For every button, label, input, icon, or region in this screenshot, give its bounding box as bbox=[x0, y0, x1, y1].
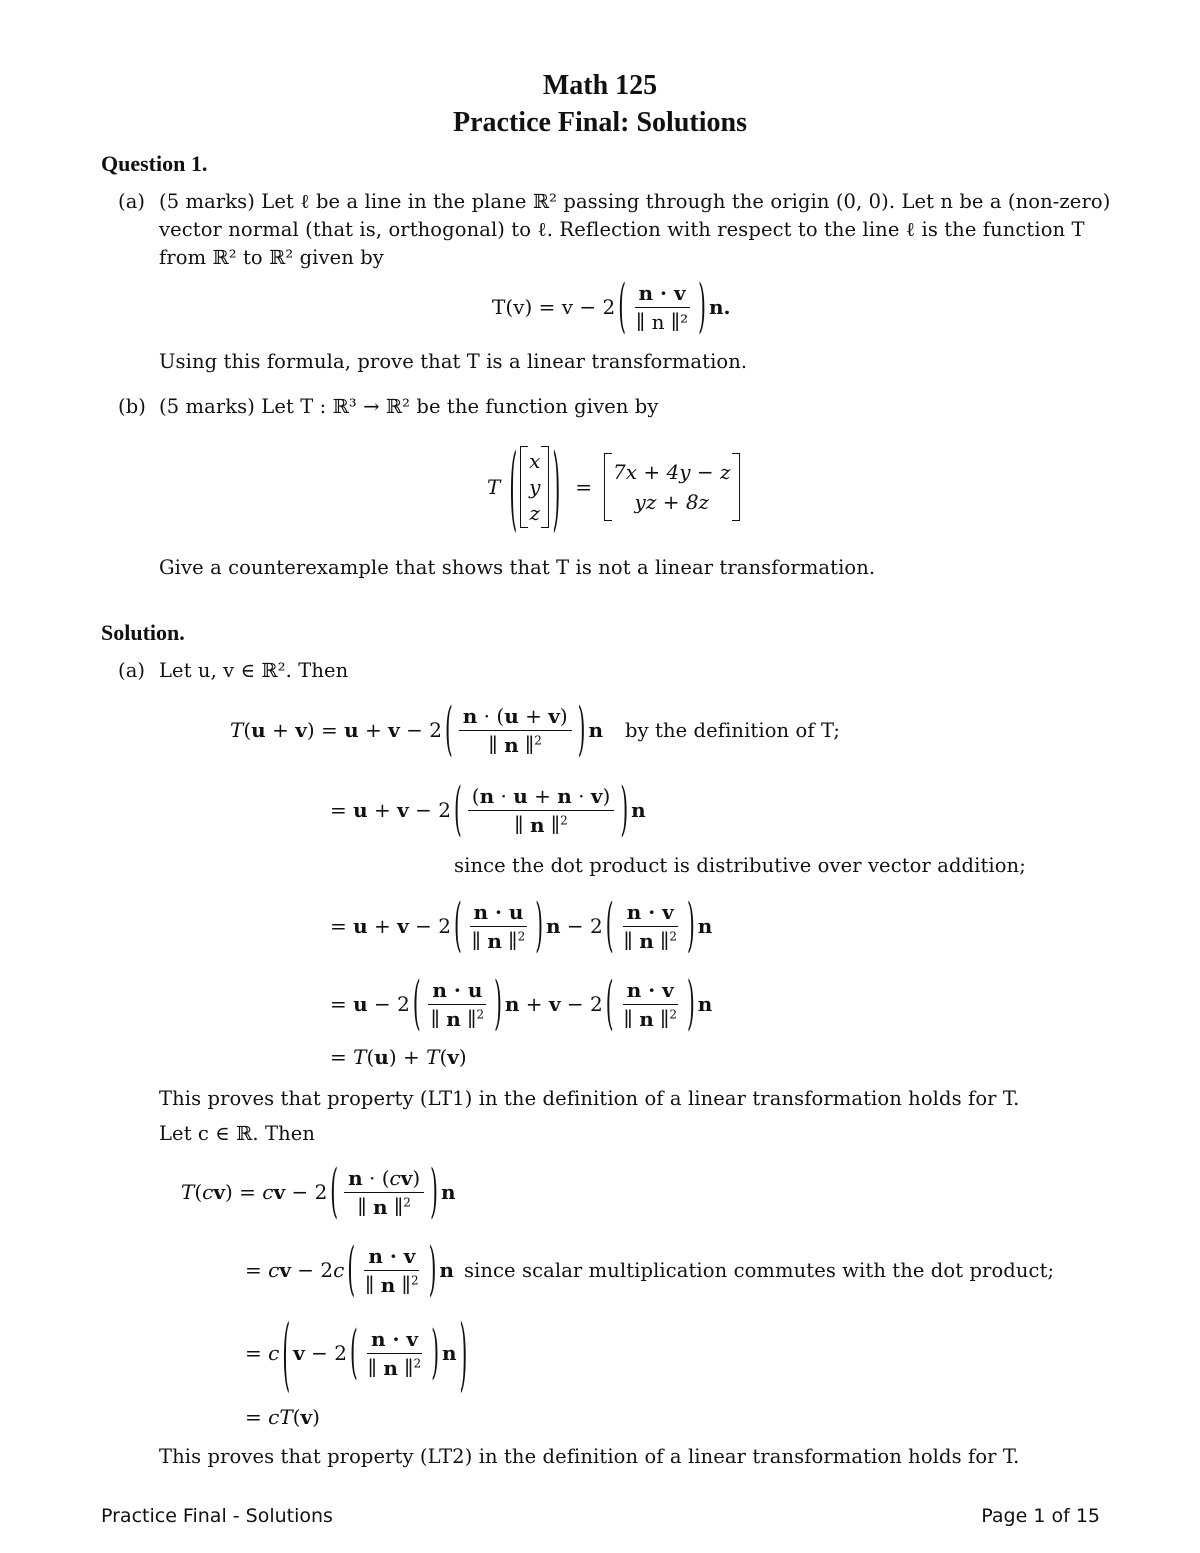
formula-numerator: n · v bbox=[635, 281, 690, 308]
part-b-text-1 bbox=[159, 395, 659, 418]
formula-fraction bbox=[632, 281, 692, 334]
footer-left: Practice Final - Solutions bbox=[101, 1505, 333, 1527]
page-subtitle: Practice Final: Solutions bbox=[453, 107, 747, 138]
question-heading: Question 1. bbox=[101, 151, 208, 176]
solution-a-label: (a) bbox=[118, 659, 146, 682]
left-paren: ( bbox=[618, 270, 627, 340]
formula-end: n. bbox=[708, 295, 731, 319]
lt1-step-4: = u − 2 ( $\frac{n \cdot u}{\parallel n \parallel^2}$ ) n + v − 2 ( $\frac{n \cdot v}{\parallel n \parallel^2}$ ) n bbox=[330, 967, 713, 1037]
lt1-note-1: by the definition of T; bbox=[625, 718, 841, 742]
lt2-step-4: = cT(v) bbox=[245, 1405, 320, 1429]
formula-denominator: ∥ n ∥² bbox=[636, 309, 689, 334]
lt2-step-2: = cv − 2c ( $\frac{n \cdot v}{\parallel n \parallel^2}$ ) n since scalar multiplication commutes with the dot product; bbox=[245, 1233, 1055, 1303]
input-y: y bbox=[529, 475, 541, 499]
part-a-label: (a) bbox=[118, 190, 146, 213]
lt1-conclusion: This proves that property (LT1) in the definition of a linear transformation holds for T. bbox=[159, 1087, 1020, 1110]
page-title: Math 125 bbox=[542, 70, 658, 101]
output-vector bbox=[604, 453, 740, 521]
lt2-note: since scalar multiplication commutes with the dot product; bbox=[463, 1258, 1055, 1282]
big-left-paren: ( bbox=[509, 431, 518, 543]
part-b-T: T bbox=[487, 475, 501, 499]
output-row-2: yz + 8z bbox=[634, 490, 710, 514]
part-b-marks: (5 marks) bbox=[159, 395, 255, 418]
lt2-step-1: T(cv) = cv − 2 ( $\frac{n \cdot (cv)}{\parallel n \parallel^2}$ ) n bbox=[181, 1155, 456, 1225]
equals-sign: = bbox=[575, 475, 593, 499]
lt1-step-3: = u + v − 2 ( $\frac{n \cdot u}{\parallel n \parallel^2}$ ) n − 2 ( $\frac{n \cdot v}{\parallel n \parallel^2}$ ) n bbox=[330, 889, 713, 959]
part-a-line2: vector normal (that is, orthogonal) to ℓ. Reflection with respect to the line ℓ is the function T bbox=[159, 218, 1085, 241]
part-a-text-1 bbox=[159, 190, 1110, 214]
lt1-step-2: = u + v − 2 ( $\frac{(n \cdot u + n \cdot v)}{\parallel n \parallel^2}$ ) n bbox=[330, 773, 646, 843]
lt1-step-1: T(u + v) = u + v − 2 ( $\frac{n \cdot (u + v)}{\parallel n \parallel^2}$ ) n by the definition of T; bbox=[230, 693, 841, 763]
input-z: z bbox=[529, 501, 541, 525]
output-row-1: 7x + 4y − z bbox=[613, 460, 731, 484]
input-x: x bbox=[529, 449, 541, 473]
part-b-formula bbox=[487, 432, 740, 542]
big-right-paren: ) bbox=[552, 431, 561, 543]
lt1-note-2: since the dot product is distributive over vector addition; bbox=[454, 854, 1026, 877]
part-a-line3: from ℝ² to ℝ² given by bbox=[159, 246, 384, 269]
part-a-marks: (5 marks) bbox=[159, 190, 255, 213]
right-paren: ) bbox=[698, 270, 706, 340]
scalar-intro: Let c ∈ ℝ. Then bbox=[159, 1122, 316, 1145]
part-a-prove: Using this formula, prove that T is a linear transformation. bbox=[159, 350, 748, 373]
solution-heading: Solution. bbox=[101, 620, 185, 645]
solution-a-intro: Let u, v ∈ ℝ². Then bbox=[159, 659, 349, 682]
lt2-step-3: = c ( v − 2 ( $\frac{n \cdot v}{\parallel n \parallel^2}$ ) n ) bbox=[245, 1305, 468, 1401]
lt2-conclusion: This proves that property (LT2) in the definition of a linear transformation holds for T. bbox=[159, 1445, 1020, 1468]
part-b-prompt: Give a counterexample that shows that T is not a linear transformation. bbox=[159, 556, 876, 579]
part-b-label: (b) bbox=[118, 395, 146, 418]
reflection-formula bbox=[492, 272, 730, 342]
input-vector bbox=[520, 446, 549, 528]
part-a-line1: Let ℓ be a line in the plane ℝ² passing through the origin (0, 0). Let n be a (non-zero) bbox=[261, 190, 1111, 213]
page-number: Page 1 of 15 bbox=[981, 1505, 1100, 1527]
formula-lhs: T(v) = v − 2 bbox=[492, 295, 616, 319]
lt1-step-5: = T(u) + T(v) bbox=[330, 1045, 467, 1069]
part-b-line1: Let T : ℝ³ → ℝ² be the function given by bbox=[261, 395, 659, 418]
